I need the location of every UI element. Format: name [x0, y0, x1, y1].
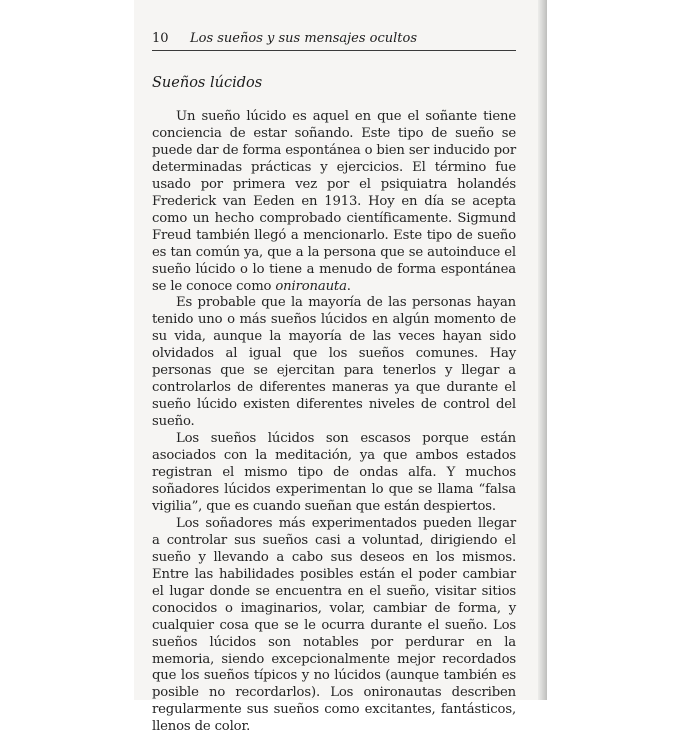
paragraph-1-text: Un sueño lúcido es aquel en que el soñante tiene conciencia de estar soñando. Este tipo de sueño se puede dar de forma espontánea o bien ser inducido por determinadas prácticas y ejercicios. El término fue usado por primera vez por el psiquiatra holandés Frederick van Eeden en 1913. Hoy en día se acepta como un hecho comprobado científicamente. Sigmund Freud también llegó a mencionarlo. Este tipo de sueño es tan común ya, que a la persona que se autoinduce el sueño lúcido o lo tiene a menudo de forma espontánea se le conoce como [152, 109, 516, 294]
running-header [152, 31, 516, 49]
paragraph-3: Los sueños lúcidos son escasos porque están asociados con la meditación, ya que ambos estados registran el mismo tipo de ondas alfa. Y muchos soñadores lúcidos experimentan lo que se llama “falsa vigilia”, que es cuando sueñan que están despiertos. [152, 431, 516, 514]
page-number: 10 [152, 31, 169, 46]
page-edge-shadow [538, 0, 547, 700]
body-text [152, 109, 516, 736]
paragraph-1-emphasis: onironauta [275, 278, 347, 294]
paragraph-4: Los soñadores más experimentados pueden llegar a controlar sus sueños casi a voluntad, dirigiendo el sueño y llevando a cabo sus deseos en los mismos. Entre las habilidades posibles están el poder cambiar el lugar donde se encuentra en el sueño, visitar sitios conocidos o imaginarios, volar, cambiar de forma, y cualquier cosa que se le ocurra durante el sueño. Los sueños lúcidos son notables por perdurar en la memoria, siendo excepcionalmente mejor recordados que los sueños típicos y no lúcidos (aunque también es posible no recordarlos). Los onironautas describen regularmente sus sueños como excitantes, fantásticos, llenos de color. [152, 515, 516, 735]
running-title: Los sueños y sus mensajes ocultos [190, 31, 418, 46]
section-heading: Sueños lúcidos [152, 75, 263, 91]
paragraph-1 [152, 109, 516, 295]
paragraph-2: Es probable que la mayoría de las personas hayan tenido uno o más sueños lúcidos en algún momento de su vida, aunque la mayoría de las veces hayan sido olvidados al igual que los sueños comunes. Hay personas que se ejercitan para tenerlos y llegar a controlarlos de diferentes maneras ya que durante el sueño lúcido existen diferentes niveles de control del sueño. [152, 295, 516, 430]
header-rule [152, 50, 516, 51]
paragraph-1-end: . [346, 278, 351, 294]
